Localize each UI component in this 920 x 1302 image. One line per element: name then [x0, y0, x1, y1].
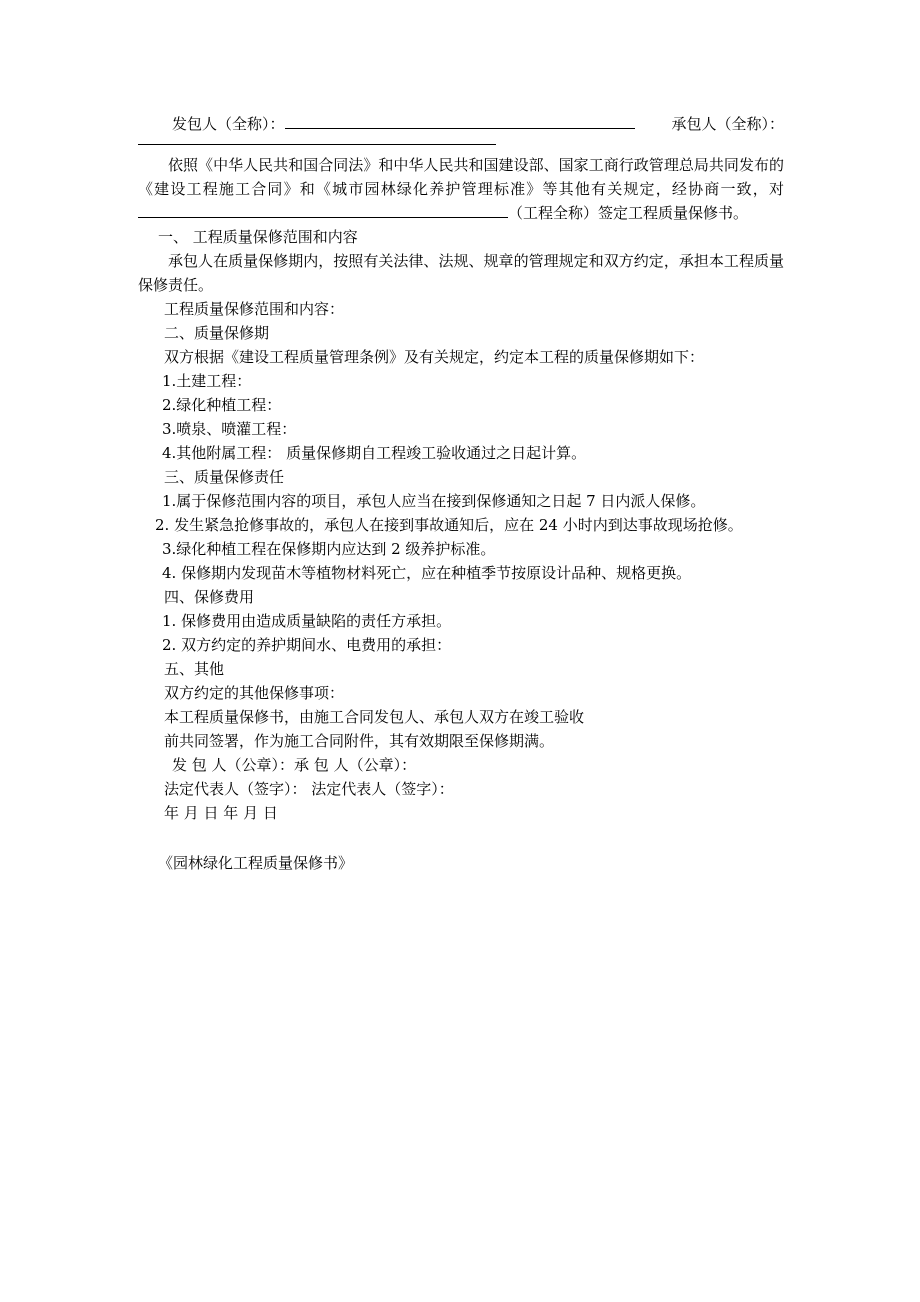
project-name-blank — [138, 203, 508, 218]
section-3-item: 3.绿化种植工程在保修期内应达到 2 级养护标准。 — [162, 540, 496, 558]
seal-line: 发 包 人（公章）：承 包 人（公章）： — [172, 756, 417, 774]
section-4-item: 1. 保修费用由造成质量缺陷的责任方承担。 — [162, 612, 452, 630]
employer-label: 发包人（全称）： — [172, 115, 285, 133]
section-2-intro: 双方根据《建设工程质量管理条例》及有关规定，约定本工程的质量保修期如下： — [164, 348, 705, 366]
employer-name-blank — [285, 114, 635, 129]
representative-line: 法定代表人（签字）： 法定代表人（签字）： — [164, 780, 454, 798]
section-1-scope: 工程质量保修范围和内容： — [164, 300, 345, 318]
section-1-title: 一、 工程质量保修范围和内容 — [158, 228, 358, 246]
employer-field — [172, 112, 635, 136]
section-5-line: 双方约定的其他保修事项： — [164, 684, 345, 702]
footer-title: 《园林绿化工程质量保修书》 — [158, 854, 354, 872]
section-3-item: 1.属于保修范围内容的项目，承包人应当在接到保修通知之日起 7 日内派人保修。 — [162, 492, 706, 510]
spacer — [138, 825, 784, 851]
section-2-item: 1.土建工程： — [162, 372, 252, 390]
section-4-title: 四、保修费用 — [164, 588, 255, 606]
section-5-line: 本工程质量保修书，由施工合同发包人、承包人双方在竣工验收 — [164, 708, 585, 726]
section-5-line: 前共同签署，作为施工合同附件，其有效期限至保修期满。 — [164, 732, 555, 750]
section-5-title: 五、其他 — [164, 660, 225, 678]
section-1-body: 承包人在质量保修期内，按照有关法律、法规、规章的管理规定和双方约定，承担本工程质量保修责任。 — [138, 252, 784, 294]
intro-text-1: 依照《中华人民共和国合同法》和中华人民共和国建设部、国家工商行政管理总局共同发布的《建设工程施工合同》和《城市园林绿化养护管理标准》等其他有关规定，经协商一致，对 — [138, 156, 784, 198]
intro-paragraph — [138, 153, 784, 225]
contractor-name-blank — [138, 136, 496, 145]
section-3-item: 2. 发生紧急抢修事故的，承包人在接到事故通知后，应在 24 小时内到达事故现场抢修。 — [155, 516, 743, 534]
warranty-document — [138, 112, 784, 875]
section-2-item: 2.绿化种植工程： — [162, 396, 282, 414]
section-3-item: 4. 保修期内发现苗木等植物材料死亡，应在种植季节按原设计品种、规格更换。 — [162, 564, 692, 582]
party-header — [138, 112, 784, 136]
section-2-item: 4.其他附属工程： 质量保修期自工程竣工验收通过之日起计算。 — [162, 444, 587, 462]
intro-text-2: （工程全称）签定工程质量保修书。 — [508, 204, 749, 222]
section-2-item: 3.喷泉、喷灌工程： — [162, 420, 297, 438]
section-4-item: 2. 双方约定的养护期间水、电费用的承担： — [162, 636, 452, 654]
section-3-title: 三、质量保修责任 — [164, 468, 285, 486]
section-2-title: 二、质量保修期 — [164, 324, 270, 342]
contractor-label: 承包人（全称）： — [671, 115, 784, 133]
date-line: 年 月 日 年 月 日 — [164, 804, 278, 822]
